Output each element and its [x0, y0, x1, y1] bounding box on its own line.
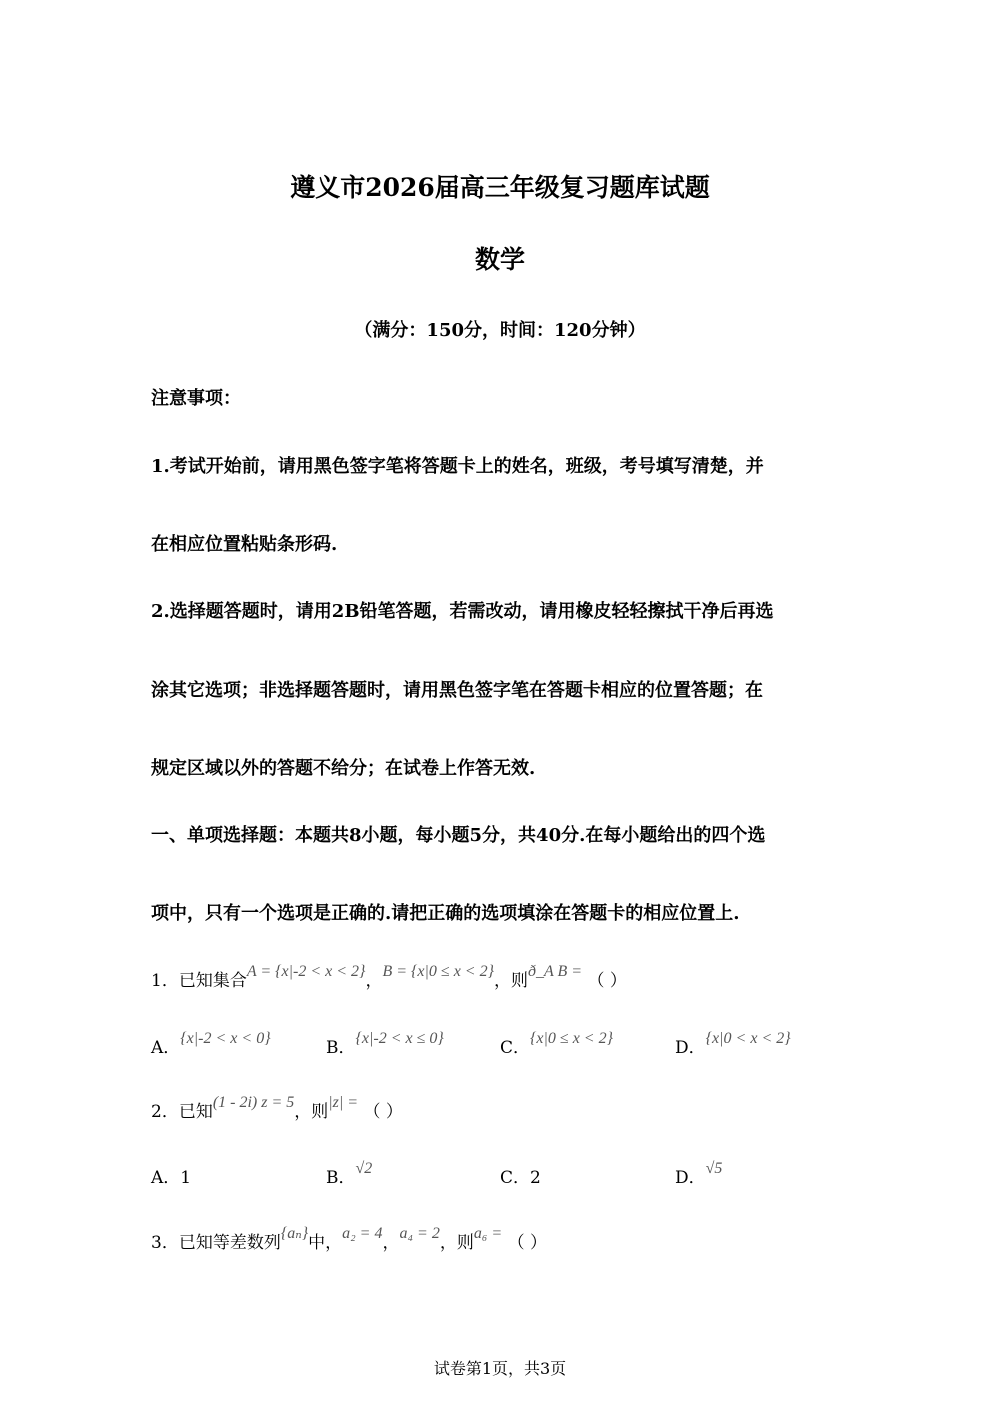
section1-line1: 一、单项选择题：本题共8小题，每小题5分，共40分.在每小题给出的四个选	[151, 825, 766, 846]
q2-answer-bracket: （ ）	[363, 1102, 403, 1122]
question-3	[151, 1225, 547, 1253]
option-math: 2	[530, 1168, 541, 1188]
q2-option-a	[151, 1163, 191, 1188]
q2-expression: |z| =	[328, 1094, 359, 1111]
q1-set-b: B = {x|0 ≤ x < 2}	[382, 963, 494, 980]
q1-option-b	[326, 1030, 444, 1058]
option-label: B．	[326, 1038, 356, 1058]
q3-a6: a₆ =	[473, 1225, 503, 1242]
option-math: √5	[705, 1160, 723, 1177]
notice-item1-line2: 在相应位置粘贴条形码.	[151, 534, 338, 555]
score-time-info: （满分：150分，时间：120分钟）	[354, 320, 646, 341]
q1-answer-bracket: （ ）	[587, 971, 627, 991]
question-2	[151, 1094, 403, 1122]
q3-sequence: {aₙ}	[280, 1225, 309, 1242]
q1-option-a	[151, 1030, 271, 1058]
q2-option-c	[500, 1163, 541, 1188]
q2-equation: (1 - 2i) z = 5	[212, 1094, 295, 1111]
q1-expression: ð_A B =	[527, 963, 583, 980]
option-label: C．	[500, 1168, 531, 1188]
option-label: B．	[326, 1168, 356, 1188]
q1-sep2: ，则	[493, 971, 528, 991]
page-footer: 试卷第1页，共3页	[433, 1359, 567, 1378]
option-math: 1	[180, 1168, 192, 1188]
q2-option-b	[326, 1160, 373, 1188]
q1-option-d	[675, 1030, 791, 1058]
q1-set-a: A = {x|-2 < x < 2}	[246, 963, 366, 980]
option-math: {x|-2 < x ≤ 0}	[355, 1030, 444, 1047]
notice-heading: 注意事项：	[151, 388, 241, 409]
notice-item1-line1: 1.考试开始前，请用黑色签字笔将答题卡上的姓名，班级，考号填写清楚，并	[151, 456, 764, 477]
option-label: A．	[151, 1038, 181, 1058]
notice-item2-line1: 2.选择题答题时，请用2B铅笔答题，若需改动，请用橡皮轻轻擦拭干净后再选	[151, 601, 774, 622]
q3-then: ，则	[439, 1233, 474, 1253]
notice-item2-line3: 规定区域以外的答题不给分；在试卷上作答无效.	[151, 758, 536, 779]
q3-a4: a₄ = 2	[399, 1225, 440, 1242]
q1-prefix: 1．已知集合	[151, 971, 247, 991]
q3-mid: 中，	[308, 1233, 343, 1253]
option-label: D．	[675, 1168, 706, 1188]
q3-a2: a₂ = 4	[342, 1225, 383, 1242]
question-1	[151, 963, 627, 991]
option-math: {x|0 ≤ x < 2}	[530, 1030, 613, 1047]
option-math: {x|-2 < x < 0}	[180, 1030, 271, 1047]
subject-title: 数学	[474, 245, 525, 274]
option-math: √2	[355, 1160, 373, 1177]
q3-sep: ，	[382, 1233, 400, 1253]
q3-prefix: 3．已知等差数列	[151, 1233, 281, 1253]
option-math: {x|0 < x < 2}	[705, 1030, 791, 1047]
q2-sep: ，则	[294, 1102, 329, 1122]
q2-prefix: 2．已知	[151, 1102, 213, 1122]
q1-sep1: ，	[365, 971, 383, 991]
page-title: 遵义市2026届高三年级复习题库试题	[290, 173, 710, 202]
q1-option-c	[500, 1030, 613, 1058]
q2-option-d	[675, 1160, 723, 1188]
option-label: C．	[500, 1038, 531, 1058]
q3-answer-bracket: （ ）	[507, 1233, 547, 1253]
notice-item2-line2: 涂其它选项；非选择题答题时，请用黑色签字笔在答题卡相应的位置答题；在	[151, 680, 763, 701]
option-label: D．	[675, 1038, 706, 1058]
section1-line2: 项中，只有一个选项是正确的.请把正确的选项填涂在答题卡的相应位置上.	[151, 903, 740, 924]
option-label: A．	[151, 1168, 181, 1188]
